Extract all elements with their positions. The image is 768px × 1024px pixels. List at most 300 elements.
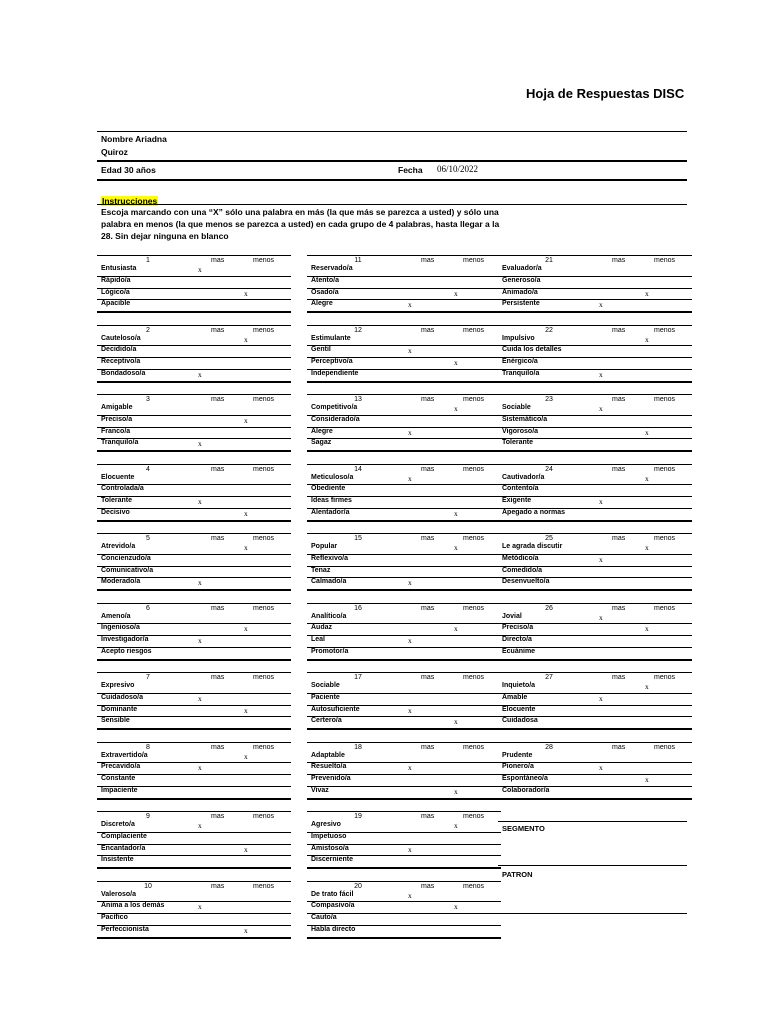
disc-group xyxy=(97,464,291,522)
group-number: 19 xyxy=(354,813,362,820)
column-mas-header: mas xyxy=(211,535,225,542)
word-label: Apegado a normas xyxy=(502,508,566,516)
word-label: Reflexivo/a xyxy=(311,554,348,562)
word-label: Le agrada discutir xyxy=(502,543,563,550)
word-label: Dominante xyxy=(101,705,138,713)
word-row xyxy=(498,369,692,383)
mas-mark[interactable]: x xyxy=(198,636,202,646)
word-label: Directo/a xyxy=(502,636,532,644)
word-label: Encantador/a xyxy=(101,844,146,852)
disc-group xyxy=(307,672,501,730)
column-mas-header: mas xyxy=(211,604,225,612)
column-mas-header: mas xyxy=(211,465,225,473)
word-label: Lógico/a xyxy=(101,288,130,296)
divider xyxy=(498,821,687,822)
word-label: Moderado/a xyxy=(101,578,141,586)
word-label: Desenvuelto/a xyxy=(502,578,550,586)
column-menos-header: menos xyxy=(463,743,485,751)
word-label: Impulsivo xyxy=(502,334,535,342)
column-mas-header: mas xyxy=(612,257,626,264)
word-label: Alegre xyxy=(311,427,333,435)
word-label: Evaluador/a xyxy=(502,265,542,272)
menos-mark[interactable]: x xyxy=(244,508,248,518)
word-label: Franco/a xyxy=(101,427,131,435)
word-label: Adaptable xyxy=(311,751,345,759)
column-menos-header: menos xyxy=(463,535,485,542)
disc-group xyxy=(307,881,501,939)
disc-group xyxy=(498,325,692,383)
disc-group xyxy=(97,325,291,383)
word-label: Competitivo/a xyxy=(311,404,358,411)
mas-mark[interactable]: x xyxy=(599,763,603,773)
word-label: Decidido/a xyxy=(101,346,137,354)
mas-mark[interactable]: x xyxy=(198,902,202,912)
word-label: Rápido/a xyxy=(101,276,131,284)
column-menos-header: menos xyxy=(654,257,676,264)
nombre-row xyxy=(101,134,167,144)
divider xyxy=(97,179,687,181)
group-number: 14 xyxy=(354,465,362,473)
mas-mark[interactable]: x xyxy=(198,693,202,703)
column-menos-header: menos xyxy=(463,465,485,473)
group-number: 11 xyxy=(354,257,362,264)
menos-mark[interactable]: x xyxy=(244,288,248,298)
column-menos-header: menos xyxy=(253,257,275,264)
word-label: Complaciente xyxy=(101,832,147,840)
column-mas-header: mas xyxy=(211,257,225,264)
mas-mark[interactable]: x xyxy=(599,369,603,379)
menos-mark[interactable]: x xyxy=(244,844,248,854)
word-row xyxy=(498,438,692,452)
column-mas-header: mas xyxy=(211,882,225,890)
group-number: 28 xyxy=(545,743,553,751)
mas-mark[interactable]: x xyxy=(408,844,412,854)
disc-group xyxy=(307,811,501,869)
column-mas-header: mas xyxy=(211,674,225,681)
word-label: Discreto/a xyxy=(101,821,135,828)
word-row xyxy=(307,438,501,452)
menos-mark[interactable]: x xyxy=(454,624,458,634)
disc-group xyxy=(97,881,291,939)
disc-group xyxy=(307,603,501,661)
word-label: Inquieto/a xyxy=(502,682,536,689)
column-menos-header: menos xyxy=(463,326,485,334)
word-label: Comedido/a xyxy=(502,566,543,574)
word-row xyxy=(97,508,291,522)
column-menos-header: menos xyxy=(253,882,275,890)
mas-mark[interactable]: x xyxy=(198,265,202,274)
column-mas-header: mas xyxy=(421,326,435,334)
group-number: 24 xyxy=(545,465,553,473)
word-label: Atento/a xyxy=(311,276,339,284)
disc-group xyxy=(498,672,692,730)
word-row xyxy=(307,577,501,591)
disc-group xyxy=(97,811,291,869)
mas-mark[interactable]: x xyxy=(198,763,202,773)
word-label: Alentador/a xyxy=(311,508,350,516)
group-number: 26 xyxy=(545,604,553,612)
menos-mark[interactable]: x xyxy=(454,717,458,727)
group-number: 16 xyxy=(354,604,362,612)
menos-mark[interactable]: x xyxy=(244,334,248,344)
word-label: Sagaz xyxy=(311,439,332,447)
word-row xyxy=(97,647,291,661)
menos-mark[interactable]: x xyxy=(645,334,649,344)
segmento-label: SEGMENTO xyxy=(502,824,545,833)
word-label: Sociable xyxy=(502,404,531,411)
word-label: Agresivo xyxy=(311,821,341,828)
column-mas-header: mas xyxy=(612,465,626,473)
divider xyxy=(97,131,687,132)
column-menos-header: menos xyxy=(654,743,676,751)
group-number: 5 xyxy=(146,535,150,542)
divider xyxy=(498,913,687,914)
mas-mark[interactable]: x xyxy=(408,578,412,588)
word-label: Autosuficiente xyxy=(311,705,360,713)
word-label: Constante xyxy=(101,775,136,783)
group-number: 18 xyxy=(354,743,362,751)
word-label: Anima a los demás xyxy=(101,902,165,910)
word-label: Prudente xyxy=(502,751,533,759)
menos-mark[interactable]: x xyxy=(645,624,649,634)
disc-group xyxy=(498,533,692,591)
word-label: Receptivo/a xyxy=(101,358,141,366)
menos-mark[interactable]: x xyxy=(454,404,458,413)
word-label: Extravertido/a xyxy=(101,751,148,759)
column-menos-header: menos xyxy=(654,674,676,681)
menos-mark[interactable]: x xyxy=(454,358,458,368)
word-label: Preciso/a xyxy=(502,624,534,632)
mas-mark[interactable]: x xyxy=(599,612,603,622)
disc-group xyxy=(498,255,692,313)
word-label: Estimulante xyxy=(311,334,351,342)
word-label: Exigente xyxy=(502,497,532,505)
group-number: 3 xyxy=(146,396,150,403)
word-label: Tolerante xyxy=(101,497,132,505)
group-number: 8 xyxy=(146,743,150,751)
word-label: Reservado/a xyxy=(311,265,353,272)
column-mas-header: mas xyxy=(421,674,435,681)
edad-value: 30 años xyxy=(124,165,156,175)
word-label: Compasivo/a xyxy=(311,902,355,910)
menos-mark[interactable]: x xyxy=(244,543,248,552)
word-label: Audaz xyxy=(311,624,332,632)
word-label: Comunicativo/a xyxy=(101,566,154,574)
column-mas-header: mas xyxy=(421,743,435,751)
column-menos-header: menos xyxy=(253,813,275,820)
word-label: Pacífico xyxy=(101,914,128,922)
menos-mark[interactable]: x xyxy=(645,682,649,691)
mas-mark[interactable]: x xyxy=(198,578,202,588)
word-label: Generoso/a xyxy=(502,276,541,284)
menos-mark[interactable]: x xyxy=(244,705,248,715)
word-label: Certero/a xyxy=(311,717,342,725)
word-label: Ecuánime xyxy=(502,647,536,655)
menos-mark[interactable]: x xyxy=(454,543,458,552)
word-label: Ingenioso/a xyxy=(101,624,140,632)
menos-mark[interactable]: x xyxy=(244,415,248,425)
column-menos-header: menos xyxy=(654,604,676,612)
group-number: 17 xyxy=(354,674,362,681)
word-row xyxy=(97,438,291,452)
word-row xyxy=(97,786,291,800)
group-number: 23 xyxy=(545,396,553,403)
column-mas-header: mas xyxy=(421,257,435,264)
word-label: Entusiasta xyxy=(101,265,137,272)
mas-mark[interactable]: x xyxy=(408,636,412,646)
word-label: Pionero/a xyxy=(502,763,534,771)
word-label: Tolerante xyxy=(502,439,533,447)
group-number: 2 xyxy=(146,326,150,334)
mas-mark[interactable]: x xyxy=(408,705,412,715)
column-menos-header: menos xyxy=(654,535,676,542)
group-number: 21 xyxy=(545,257,553,264)
mas-mark[interactable]: x xyxy=(198,497,202,507)
word-row xyxy=(498,508,692,522)
menos-mark[interactable]: x xyxy=(645,543,649,552)
word-label: Jovial xyxy=(502,612,522,620)
word-label: Cuida los detalles xyxy=(502,346,562,354)
word-label: Osado/a xyxy=(311,288,339,296)
group-number: 7 xyxy=(146,674,150,681)
mas-mark[interactable]: x xyxy=(198,439,202,449)
word-label: Tranquilo/a xyxy=(502,369,540,377)
instructions-heading-text: Instrucciones xyxy=(102,196,158,206)
group-number: 25 xyxy=(545,535,553,542)
nombre-label: Nombre xyxy=(101,134,134,144)
word-label: Ameno/a xyxy=(101,612,131,620)
mas-mark[interactable]: x xyxy=(198,369,202,379)
column-mas-header: mas xyxy=(612,743,626,751)
word-label: Promotor/a xyxy=(311,647,349,655)
mas-mark[interactable]: x xyxy=(599,554,603,564)
word-label: Investigador/a xyxy=(101,636,149,644)
word-label: Leal xyxy=(311,636,326,644)
word-label: Concienzudo/a xyxy=(101,554,151,562)
disc-group xyxy=(498,603,692,661)
word-row xyxy=(498,716,692,730)
disc-group xyxy=(97,672,291,730)
disc-group xyxy=(307,533,501,591)
menos-mark[interactable]: x xyxy=(454,288,458,298)
edad-label: Edad xyxy=(101,165,122,175)
word-label: Decisivo xyxy=(101,508,130,516)
menos-mark[interactable]: x xyxy=(645,288,649,298)
column-menos-header: menos xyxy=(253,604,275,612)
group-number: 13 xyxy=(354,396,362,403)
menos-mark[interactable]: x xyxy=(454,902,458,912)
mas-mark[interactable]: x xyxy=(599,300,603,310)
mas-mark[interactable]: x xyxy=(408,763,412,773)
column-mas-header: mas xyxy=(421,465,435,473)
menos-mark[interactable]: x xyxy=(645,427,649,437)
column-mas-header: mas xyxy=(612,535,626,542)
word-label: Elocuente xyxy=(101,473,135,481)
disc-group xyxy=(97,533,291,591)
word-label: Metódico/a xyxy=(502,554,539,562)
menos-mark[interactable]: x xyxy=(244,624,248,634)
disc-group xyxy=(307,742,501,800)
word-label: Controlada/a xyxy=(101,485,144,493)
word-label: Espontáneo/a xyxy=(502,775,548,783)
document-title: Hoja de Respuestas DISC xyxy=(526,86,685,101)
word-label: Perceptivo/a xyxy=(311,358,353,366)
disc-group xyxy=(498,464,692,522)
menos-mark[interactable]: x xyxy=(645,473,649,483)
column-mas-header: mas xyxy=(421,604,435,612)
disc-group xyxy=(307,394,501,452)
word-label: Perfeccionista xyxy=(101,925,149,933)
word-label: Calmado/a xyxy=(311,578,347,586)
fecha-value: 06/10/2022 xyxy=(437,164,479,174)
mas-mark[interactable]: x xyxy=(408,346,412,356)
word-row xyxy=(498,299,692,313)
column-mas-header: mas xyxy=(211,396,225,403)
word-label: Paciente xyxy=(311,693,340,701)
word-label: Amable xyxy=(502,693,528,701)
patron-label: PATRON xyxy=(502,870,533,879)
word-label: Persistente xyxy=(502,300,540,308)
word-label: Gentil xyxy=(311,346,331,354)
disc-group xyxy=(498,394,692,452)
disc-group xyxy=(307,325,501,383)
disc-group xyxy=(307,255,501,313)
group-number: 20 xyxy=(354,882,362,890)
word-row xyxy=(498,577,692,591)
word-row xyxy=(307,508,501,522)
word-row xyxy=(97,855,291,869)
word-label: Acepto riesgos xyxy=(101,647,152,655)
mas-mark[interactable]: x xyxy=(599,497,603,507)
group-number: 1 xyxy=(146,257,150,264)
word-label: Sistemático/a xyxy=(502,415,548,423)
mas-mark[interactable]: x xyxy=(198,821,202,830)
word-label: Preciso/a xyxy=(101,415,133,423)
column-menos-header: menos xyxy=(463,882,485,890)
menos-mark[interactable]: x xyxy=(454,508,458,518)
mas-mark[interactable]: x xyxy=(408,427,412,437)
word-label: Vigoroso/a xyxy=(502,427,539,435)
word-label: Atrevido/a xyxy=(101,543,136,550)
word-label: Tenaz xyxy=(311,566,331,574)
column-menos-header: menos xyxy=(253,743,275,751)
mas-mark[interactable]: x xyxy=(408,890,412,900)
word-row xyxy=(97,577,291,591)
group-number: 9 xyxy=(146,813,150,820)
word-label: Enérgico/a xyxy=(502,358,538,366)
disc-group xyxy=(97,394,291,452)
column-menos-header: menos xyxy=(654,465,676,473)
word-label: Colaborador/a xyxy=(502,786,550,794)
word-label: Analítico/a xyxy=(311,612,347,620)
word-label: Contento/a xyxy=(502,485,539,493)
word-label: Valeroso/a xyxy=(101,890,137,898)
column-menos-header: menos xyxy=(253,535,275,542)
column-mas-header: mas xyxy=(612,396,626,403)
word-label: Cauto/a xyxy=(311,914,337,922)
word-label: Popular xyxy=(311,543,338,550)
word-label: Expresivo xyxy=(101,682,135,689)
word-label: Vivaz xyxy=(311,786,329,794)
word-label: Independiente xyxy=(311,369,359,377)
menos-mark[interactable]: x xyxy=(244,925,248,935)
word-label: Obediente xyxy=(311,485,346,493)
column-mas-header: mas xyxy=(421,396,435,403)
word-label: Insistente xyxy=(101,856,134,864)
menos-mark[interactable]: x xyxy=(244,751,248,761)
word-row xyxy=(97,716,291,730)
word-label: Meticuloso/a xyxy=(311,473,354,481)
menos-mark[interactable]: x xyxy=(645,775,649,785)
group-number: 4 xyxy=(146,465,150,473)
menos-mark[interactable]: x xyxy=(454,786,458,796)
column-mas-header: mas xyxy=(612,604,626,612)
mas-mark[interactable]: x xyxy=(599,404,603,413)
column-mas-header: mas xyxy=(612,326,626,334)
column-mas-header: mas xyxy=(211,743,225,751)
mas-mark[interactable]: x xyxy=(408,300,412,310)
word-row xyxy=(307,716,501,730)
group-number: 10 xyxy=(144,882,152,890)
menos-mark[interactable]: x xyxy=(454,821,458,830)
column-menos-header: menos xyxy=(463,813,485,820)
word-row xyxy=(498,647,692,661)
word-row xyxy=(498,786,692,800)
disc-group xyxy=(97,255,291,313)
column-menos-header: menos xyxy=(654,326,676,334)
word-label: Alegre xyxy=(311,300,333,308)
group-number: 6 xyxy=(146,604,150,612)
divider xyxy=(97,160,687,162)
word-row xyxy=(307,299,501,313)
word-label: Amistoso/a xyxy=(311,844,349,852)
word-label: Bondadoso/a xyxy=(101,369,146,377)
word-label: Animado/a xyxy=(502,288,538,296)
disc-group xyxy=(498,742,692,800)
mas-mark[interactable]: x xyxy=(599,693,603,703)
word-label: Elocuente xyxy=(502,705,536,713)
word-label: Ideas firmes xyxy=(311,497,352,505)
column-mas-header: mas xyxy=(211,326,225,334)
word-row xyxy=(307,925,501,939)
column-menos-header: menos xyxy=(463,604,485,612)
word-label: Resuelto/a xyxy=(311,763,347,771)
group-number: 15 xyxy=(354,535,362,542)
apellido-value: Quiroz xyxy=(101,147,128,157)
column-mas-header: mas xyxy=(421,535,435,542)
column-menos-header: menos xyxy=(253,396,275,403)
edad-row xyxy=(101,165,156,175)
word-label: Apacible xyxy=(101,300,131,308)
word-label: Sociable xyxy=(311,682,340,689)
column-menos-header: menos xyxy=(654,396,676,403)
word-label: Amigable xyxy=(101,404,133,411)
word-row xyxy=(307,647,501,661)
column-mas-header: mas xyxy=(421,813,435,820)
word-label: Sensible xyxy=(101,717,130,725)
word-row xyxy=(307,786,501,800)
word-label: Prevenido/a xyxy=(311,775,351,783)
column-mas-header: mas xyxy=(211,813,225,820)
word-label: Precavido/a xyxy=(101,763,141,771)
word-label: Impetuoso xyxy=(311,832,347,840)
word-row xyxy=(97,925,291,939)
word-label: Impaciente xyxy=(101,786,138,794)
word-label: De trato fácil xyxy=(311,890,354,898)
word-label: Cautivador/a xyxy=(502,473,545,481)
column-mas-header: mas xyxy=(612,674,626,681)
mas-mark[interactable]: x xyxy=(408,473,412,483)
